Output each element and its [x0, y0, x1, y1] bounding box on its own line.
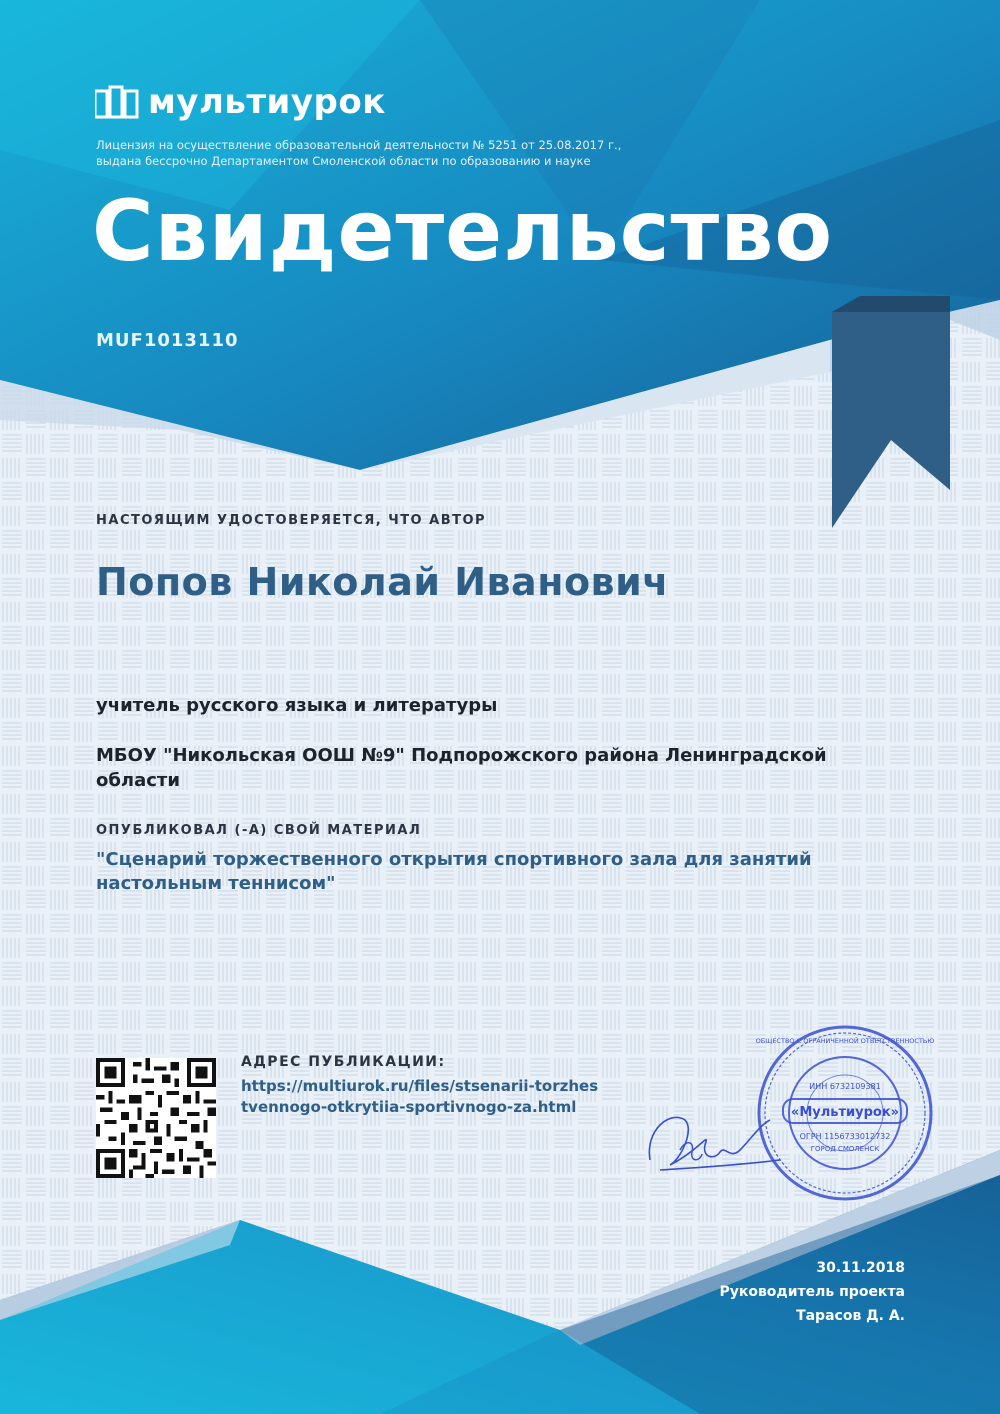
seal-center-text: «Мультиурок» [790, 1105, 900, 1120]
seal-inn-text: ИНН 6732109381 [809, 1082, 881, 1091]
certificate-code: MUF1013110 [96, 330, 239, 351]
brand-name: мультиурок [148, 82, 386, 122]
qr-code-icon [96, 1058, 216, 1178]
publication-url-link[interactable]: https://multiurok.ru/files/stsenarii-torzhestvennogo-otkrytiia-sportivnogo-za.html [241, 1077, 599, 1116]
author-position: учитель русского языка и литературы [96, 695, 498, 716]
material-title: "Сценарий торжественного открытия спортивного зала для занятий настольным теннисом" [96, 849, 812, 894]
seal-ring-text: ОБЩЕСТВО С ОГРАНИЧЕННОЙ ОТВЕТСТВЕННОСТЬЮ [755, 1037, 935, 1045]
author-name: Попов Николай Иванович [96, 560, 669, 604]
issue-date: 30.11.2018 [816, 1260, 905, 1276]
company-seal-stamp [755, 1023, 935, 1203]
license-line-2: выдана бессрочно Департаментом Смоленской области по образованию и науке [96, 154, 591, 168]
seal-ogrn-text: ОГРН 1156733012732 [799, 1132, 891, 1141]
license-text [96, 137, 716, 169]
license-line-1: Лицензия на осуществление образовательной деятельности № 5251 от 25.08.2017 г., [96, 138, 622, 152]
seal-city-text: ГОРОД СМОЛЕНСК [810, 1145, 880, 1153]
certify-label: НАСТОЯЩИМ УДОСТОВЕРЯЕТСЯ, ЧТО АВТОР [96, 513, 487, 528]
signer-name: Тарасов Д. А. [796, 1308, 905, 1324]
footer-block [700, 1256, 905, 1328]
certificate-title: Свидетельство [92, 182, 834, 280]
address-label: АДРЕС ПУБЛИКАЦИИ: [241, 1054, 446, 1070]
author-organization: МБОУ "Никольская ООШ №9" Подпорожского района Ленинградской области [96, 745, 827, 791]
published-label: ОПУБЛИКОВАЛ (-А) СВОЙ МАТЕРИАЛ [96, 823, 422, 838]
signer-role: Руководитель проекта [719, 1284, 905, 1300]
